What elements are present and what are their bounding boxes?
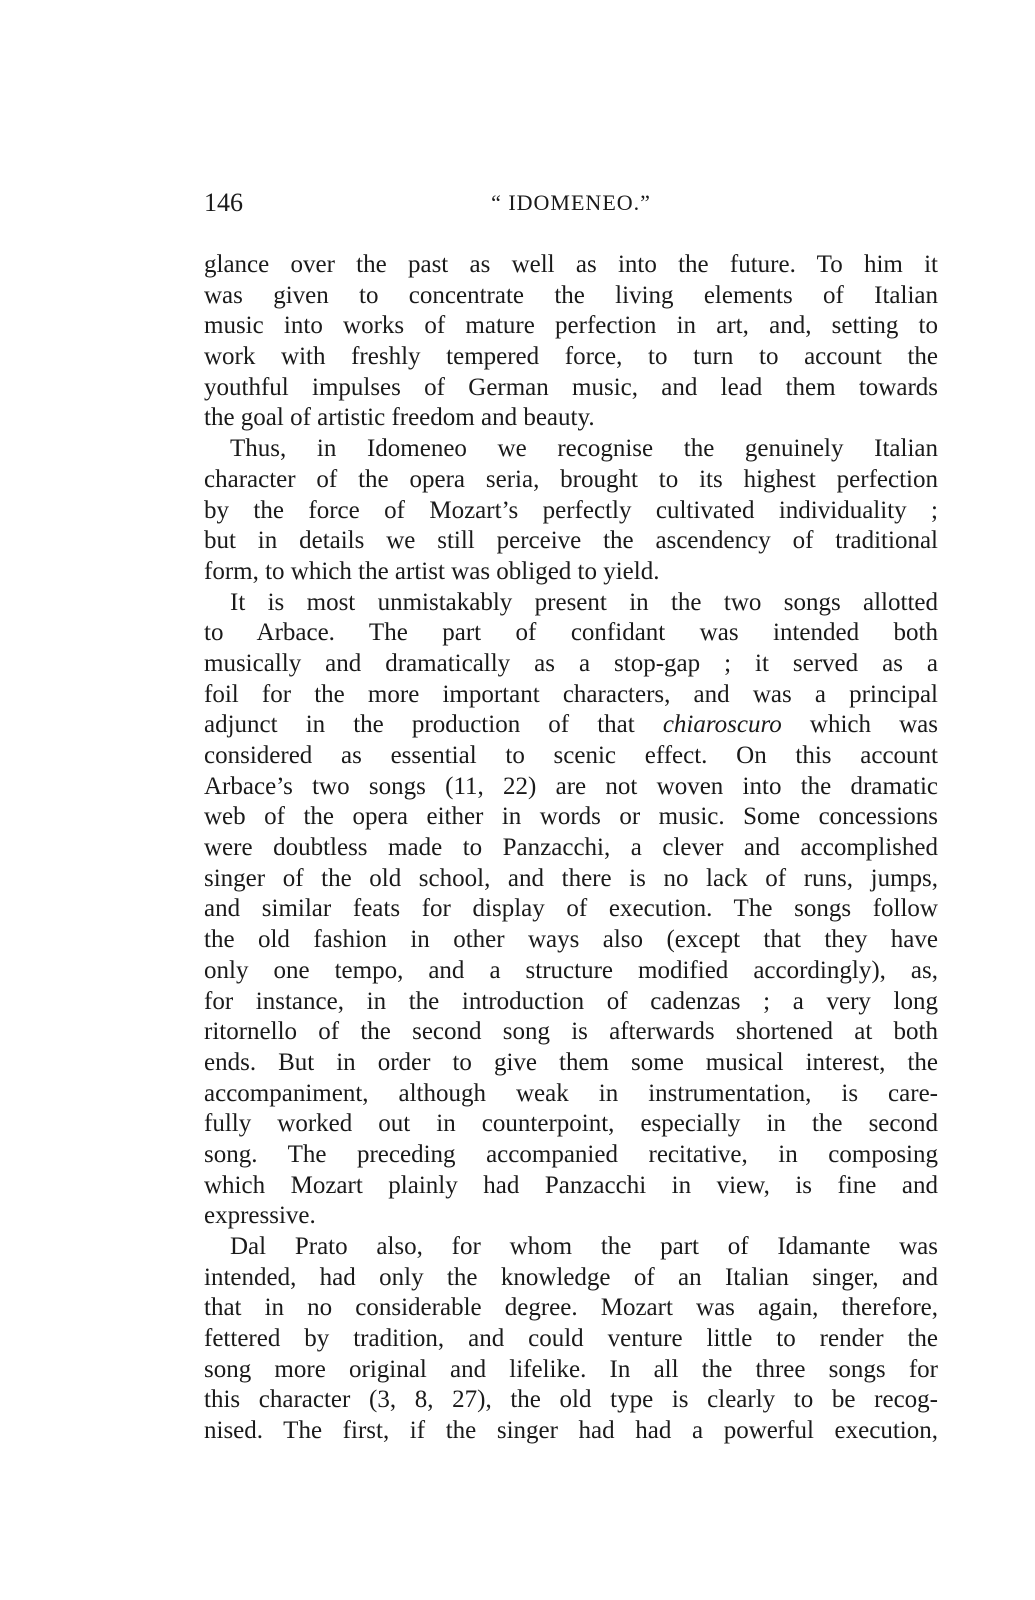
- text-line: intended, had only the knowledge of an Italian singer, and: [204, 1263, 938, 1291]
- text-line: for instance, in the introduction of cadenzas ; a very long: [204, 987, 938, 1015]
- text-line: Thus, in Idomeneo we recognise the genuinely Italian: [230, 435, 938, 463]
- text-line: musically and dramatically as a stop-gap ; it served as a: [204, 649, 938, 677]
- paragraph-1: [204, 250, 938, 434]
- text-line: song. The preceding accompanied recitative, in composing: [204, 1140, 938, 1168]
- text-line: [204, 710, 938, 741]
- italic-term: chiaroscuro: [662, 711, 782, 739]
- paragraph-2: [204, 434, 938, 587]
- text-line: was given to concentrate the living elements of Italian: [204, 281, 938, 309]
- text-line: expressive.: [204, 1202, 316, 1230]
- text-line: form, to which the artist was obliged to yield.: [204, 557, 660, 585]
- text-line: Arbace’s two songs (11, 22) are not woven into the dramatic: [204, 772, 938, 800]
- running-head: [204, 186, 938, 226]
- text-line: by the force of Mozart’s perfectly cultivated individuality ;: [204, 496, 938, 524]
- text-line: but in details we still perceive the ascendency of traditional: [204, 527, 938, 555]
- text-line: accompaniment, although weak in instrumentation, is care-: [204, 1079, 938, 1107]
- text-line: the goal of artistic freedom and beauty.: [204, 404, 595, 432]
- text-line: work with freshly tempered force, to turn to account the: [204, 343, 938, 371]
- text-line: character of the opera seria, brought to its highest perfection: [204, 465, 938, 493]
- text-line: and similar feats for display of execution. The songs follow: [204, 895, 938, 923]
- text-line-part: adjunct in the production of that: [204, 711, 663, 739]
- text-line-part: which was: [781, 711, 938, 739]
- text-line: to Arbace. The part of confidant was intended both: [204, 619, 938, 647]
- body-text: [204, 250, 938, 1447]
- running-title: “ IDOMENEO.”: [491, 190, 651, 215]
- text-line: fettered by tradition, and could venture little to render the: [204, 1325, 938, 1353]
- text-line: youthful impulses of German music, and lead them towards: [204, 373, 938, 401]
- text-line: the old fashion in other ways also (except that they have: [204, 926, 938, 954]
- text-line: ends. But in order to give them some musical interest, the: [204, 1048, 938, 1076]
- paragraph-4: [204, 1232, 938, 1447]
- text-line: Dal Prato also, for whom the part of Idamante was: [230, 1233, 938, 1260]
- book-page: [204, 186, 938, 1447]
- text-line: which Mozart plainly had Panzacchi in view, is fine and: [204, 1171, 938, 1199]
- text-line: that in no considerable degree. Mozart was again, therefore,: [204, 1294, 938, 1322]
- text-line: It is most unmistakably present in the two songs allotted: [230, 588, 938, 616]
- text-line: glance over the past as well as into the future. To him it: [204, 251, 938, 278]
- text-line: ritornello of the second song is afterwards shortened at both: [204, 1018, 938, 1046]
- text-line: music into works of mature perfection in art, and, setting to: [204, 312, 938, 340]
- text-line: fully worked out in counterpoint, especially in the second: [204, 1110, 938, 1138]
- text-line: this character (3, 8, 27), the old type is clearly to be recog-: [204, 1386, 938, 1414]
- paragraph-3: [204, 588, 938, 1232]
- text-line: nised. The first, if the singer had had a powerful execution,: [204, 1417, 938, 1445]
- text-line: foil for the more important characters, and was a principal: [204, 680, 938, 708]
- text-line: only one tempo, and a structure modified accordingly), as,: [204, 956, 938, 984]
- text-line: considered as essential to scenic effect. On this account: [204, 742, 938, 769]
- text-line: singer of the old school, and there is no lack of runs, jumps,: [204, 864, 938, 892]
- text-line: were doubtless made to Panzacchi, a clever and accomplished: [204, 834, 938, 862]
- text-line: web of the opera either in words or music. Some concessions: [204, 803, 938, 831]
- text-line: song more original and lifelike. In all the three songs for: [204, 1355, 938, 1383]
- page-number: 146: [204, 188, 243, 217]
